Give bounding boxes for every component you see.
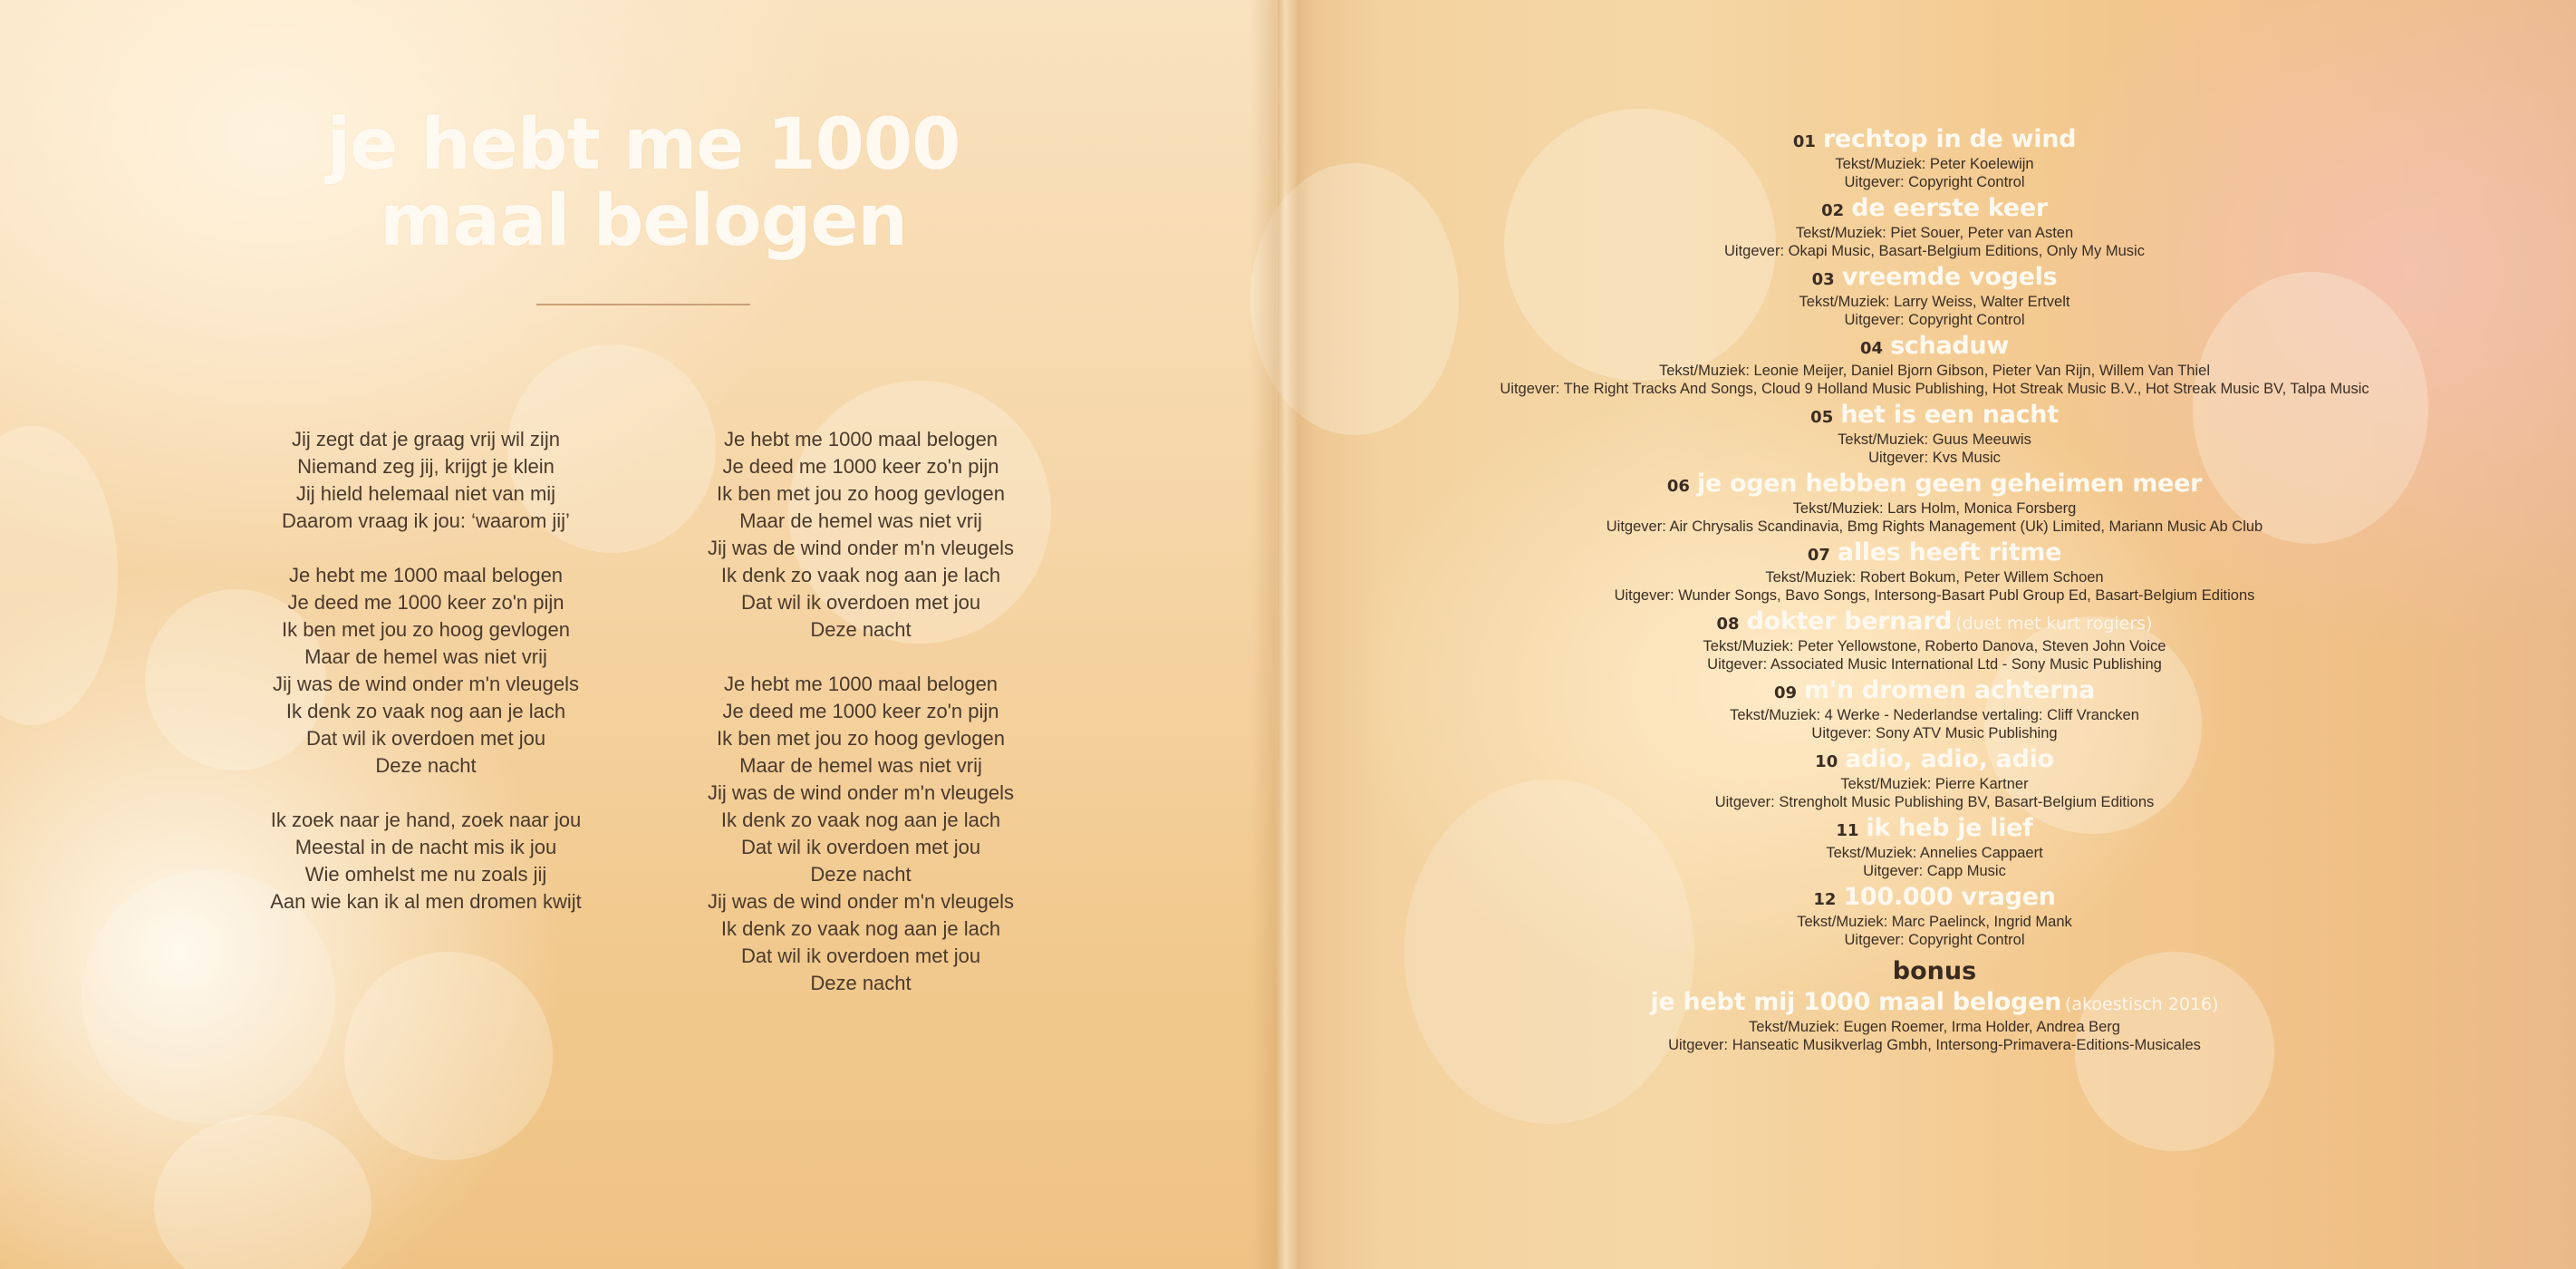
lyric-line xyxy=(671,644,1051,671)
lyric-line: Jij was de wind onder m'n vleugels xyxy=(707,537,1015,559)
bokeh-light xyxy=(344,952,553,1160)
bokeh-light xyxy=(0,426,118,725)
lyric-line: Je deed me 1000 keer zo'n pijn xyxy=(287,591,564,614)
track-credit: Tekst/Muziek: Lars Holm, Monica Forsberg xyxy=(1792,500,2077,517)
track-number: 02 xyxy=(1821,201,1845,220)
track-item xyxy=(1450,124,2419,191)
track-title: de eerste keer xyxy=(1851,194,2048,222)
lyrics-title: je hebt me 1000 maal belogen xyxy=(326,104,960,262)
track-title: alles heeft ritme xyxy=(1837,538,2062,567)
track-credit: Tekst/Muziek: Peter Yellowstone, Roberto Danova, Steven John Voice xyxy=(1703,638,2166,654)
track-credit: Uitgever: Strengholt Music Publishing BV, Basart-Belgium Editions xyxy=(1714,794,2155,810)
track-heading xyxy=(1450,469,2419,499)
track-credit: Uitgever: Wunder Songs, Bavo Songs, Intersong-Basart Publ Group Ed, Basart-Belgium Editions xyxy=(1614,587,2255,604)
lyric-line: Je hebt me 1000 maal belogen xyxy=(723,428,999,450)
lyric-line: Deze nacht xyxy=(810,972,912,994)
track-item xyxy=(1450,469,2419,536)
lyric-line: Jij was de wind onder m'n vleugels xyxy=(707,890,1015,913)
lyric-line: Ik denk zo vaak nog aan je lach xyxy=(720,809,1001,831)
track-credit: Uitgever: Hanseatic Musikverlag Gmbh, Intersong-Primavera-Editions-Musicales xyxy=(1668,1037,2201,1053)
track-number: 03 xyxy=(1811,270,1835,289)
lyric-line: Ik ben met jou zo hoog gevlogen xyxy=(716,482,1005,505)
track-item xyxy=(1450,193,2419,260)
lyric-line: Dat wil ik overdoen met jou xyxy=(740,944,981,967)
track-heading xyxy=(1450,124,2419,155)
track-item xyxy=(1450,538,2419,605)
track-number: 11 xyxy=(1836,821,1859,840)
track-heading xyxy=(1450,882,2419,913)
track-heading xyxy=(1450,331,2419,362)
lyric-line: Je deed me 1000 keer zo'n pijn xyxy=(722,700,999,722)
track-title: ik heb je lief xyxy=(1866,814,2033,842)
booklet-spine xyxy=(1250,0,1314,1269)
track-number: 08 xyxy=(1716,615,1740,634)
track-title: rechtop in de wind xyxy=(1822,125,2077,153)
lyric-line: Deze nacht xyxy=(810,863,912,886)
track-item xyxy=(1450,813,2419,880)
lyric-line xyxy=(245,535,607,562)
track-heading xyxy=(1450,744,2419,775)
track-item xyxy=(1450,331,2419,398)
lyric-line: Deze nacht xyxy=(810,618,912,641)
track-credit: Uitgever: Associated Music International Ltd - Sony Music Publishing xyxy=(1707,656,2162,673)
track-item xyxy=(1450,606,2419,673)
title-divider xyxy=(536,304,750,305)
bokeh-light xyxy=(154,1115,371,1269)
track-number: 01 xyxy=(1792,132,1816,151)
lyric-line: Jij hield helemaal niet van mij xyxy=(295,482,556,505)
right-page xyxy=(1278,0,2576,1269)
track-number: 04 xyxy=(1860,339,1884,358)
lyric-line: Dat wil ik overdoen met jou xyxy=(740,591,981,614)
track-credit: Tekst/Muziek: Larry Weiss, Walter Ertvelt xyxy=(1799,294,2070,310)
lyric-line: Wie omhelst me nu zoals jij xyxy=(304,863,547,886)
bonus-track-title: je hebt mij 1000 maal belogen xyxy=(1650,988,2062,1016)
track-heading xyxy=(1450,813,2419,844)
track-heading xyxy=(1450,262,2419,293)
track-number: 12 xyxy=(1813,890,1837,909)
track-title: m'n dromen achterna xyxy=(1804,676,2096,704)
bonus-section xyxy=(1450,956,2419,1054)
track-credit: Uitgever: Okapi Music, Basart-Belgium Editions, Only My Music xyxy=(1724,243,2145,259)
track-heading xyxy=(1450,606,2419,637)
lyric-line: Jij zegt dat je graag vrij wil zijn xyxy=(292,428,560,450)
track-credit: Tekst/Muziek: Guus Meeuwis xyxy=(1838,431,2031,448)
lyric-line: Maar de hemel was niet vrij xyxy=(304,645,547,668)
lyric-line: Ik zoek naar je hand, zoek naar jou xyxy=(270,809,582,831)
bonus-label: bonus xyxy=(1892,957,1977,985)
track-credit: Tekst/Muziek: Peter Koelewijn xyxy=(1835,156,2034,172)
track-title: schaduw xyxy=(1890,332,2009,360)
lyric-line: Ik ben met jou zo hoog gevlogen xyxy=(716,727,1005,750)
bonus-track-note: (akoestisch 2016) xyxy=(2065,994,2219,1014)
lyric-line: Jij was de wind onder m'n vleugels xyxy=(272,673,580,695)
track-number: 05 xyxy=(1810,408,1834,427)
track-title: het is een nacht xyxy=(1840,401,2059,429)
track-list xyxy=(1450,124,2419,1056)
lyric-line: Jij was de wind onder m'n vleugels xyxy=(707,781,1015,804)
track-item xyxy=(1450,744,2419,811)
lyric-line: Daarom vraag ik jou: ‘waarom jij’ xyxy=(282,509,570,532)
lyric-line: Ik denk zo vaak nog aan je lach xyxy=(720,917,1001,940)
lyric-line: Ik denk zo vaak nog aan je lach xyxy=(285,700,566,722)
track-credit: Uitgever: Copyright Control xyxy=(1844,174,2025,190)
lyrics-column-1 xyxy=(245,426,607,915)
track-item xyxy=(1450,400,2419,467)
track-number: 07 xyxy=(1807,546,1830,565)
lyric-line: Je hebt me 1000 maal belogen xyxy=(288,564,564,586)
track-item xyxy=(1450,675,2419,742)
track-item xyxy=(1450,882,2419,949)
track-number: 10 xyxy=(1815,752,1838,771)
track-number: 06 xyxy=(1666,477,1690,496)
track-title: adio, adio, adio xyxy=(1845,745,2054,773)
track-credit: Tekst/Muziek: Pierre Kartner xyxy=(1840,776,2029,792)
track-credit: Uitgever: Kvs Music xyxy=(1868,450,2001,466)
lyric-line: Ik denk zo vaak nog aan je lach xyxy=(720,564,1001,586)
track-credit: Uitgever: The Right Tracks And Songs, Cloud 9 Holland Music Publishing, Hot Streak Music B.V., Hot Streak Music BV, Talpa Music xyxy=(1500,381,2369,397)
track-credit: Tekst/Muziek: Annelies Cappaert xyxy=(1826,845,2043,861)
track-heading xyxy=(1450,193,2419,224)
lyric-line: Deze nacht xyxy=(375,754,477,777)
lyric-line: Maar de hemel was niet vrij xyxy=(739,509,982,532)
track-heading xyxy=(1450,400,2419,431)
track-credit: Tekst/Muziek: Eugen Roemer, Irma Holder, Andrea Berg xyxy=(1749,1019,2120,1035)
track-number: 09 xyxy=(1773,683,1798,702)
lyric-line: Meestal in de nacht mis ik jou xyxy=(294,836,557,858)
track-title: 100.000 vragen xyxy=(1843,883,2056,911)
track-credit: Tekst/Muziek: Marc Paelinck, Ingrid Mank xyxy=(1797,914,2072,930)
lyric-line: Maar de hemel was niet vrij xyxy=(739,754,982,777)
track-credit: Tekst/Muziek: Piet Souer, Peter van Asten xyxy=(1795,225,2074,241)
track-title: dokter bernard xyxy=(1746,607,1953,635)
lyric-line: Ik ben met jou zo hoog gevlogen xyxy=(281,618,570,641)
lyric-line: Je deed me 1000 keer zo'n pijn xyxy=(722,455,999,478)
lyric-line: Niemand zeg jij, krijgt je klein xyxy=(297,455,555,478)
lyrics-column-2 xyxy=(671,426,1051,997)
track-note: (duet met kurt rogiers) xyxy=(1955,614,2153,634)
track-credit: Uitgever: Air Chrysalis Scandinavia, Bmg Rights Management (Uk) Limited, Mariann Music Ab Club xyxy=(1606,518,2263,535)
track-credit: Uitgever: Copyright Control xyxy=(1844,312,2025,328)
track-title: je ogen hebben geen geheimen meer xyxy=(1696,470,2203,498)
track-credit: Uitgever: Copyright Control xyxy=(1844,932,2025,948)
track-credit: Tekst/Muziek: Leonie Meijer, Daniel Bjorn Gibson, Pieter Van Rijn, Willem Van Thiel xyxy=(1658,363,2210,379)
lyric-line: Je hebt me 1000 maal belogen xyxy=(723,673,999,695)
lyric-line: Dat wil ik overdoen met jou xyxy=(740,836,981,858)
track-title: vreemde vogels xyxy=(1841,263,2058,291)
lyric-line: Dat wil ik overdoen met jou xyxy=(305,727,546,750)
track-credit: Tekst/Muziek: Robert Bokum, Peter Willem Schoen xyxy=(1765,569,2104,586)
track-item xyxy=(1450,262,2419,329)
track-credit: Uitgever: Capp Music xyxy=(1863,863,2006,879)
track-credit: Uitgever: Sony ATV Music Publishing xyxy=(1811,725,2058,741)
track-credit: Tekst/Muziek: 4 Werke - Nederlandse vertaling: Cliff Vrancken xyxy=(1730,707,2139,723)
left-page xyxy=(0,0,1278,1269)
lyric-line xyxy=(245,780,607,807)
track-heading xyxy=(1450,675,2419,706)
track-heading xyxy=(1450,538,2419,568)
track-heading xyxy=(1450,987,2419,1018)
lyric-line: Aan wie kan ik al men dromen kwijt xyxy=(270,890,582,913)
